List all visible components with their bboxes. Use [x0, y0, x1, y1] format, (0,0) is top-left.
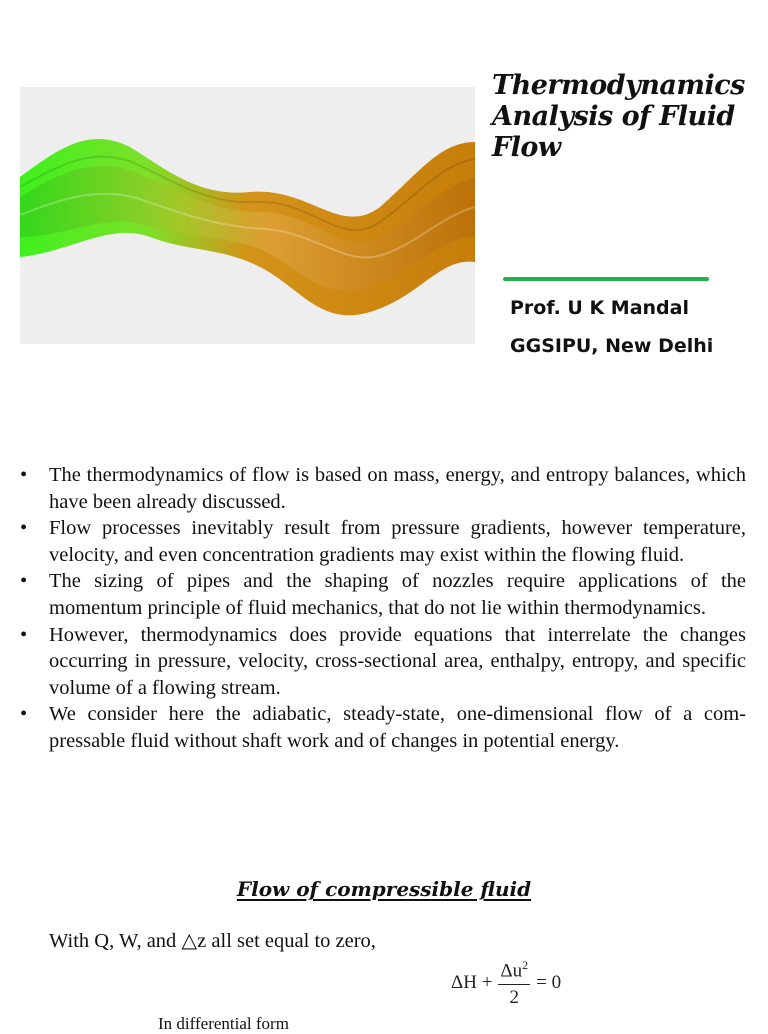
- bullet-item: [20, 568, 746, 621]
- energy-equation: [451, 958, 561, 1008]
- numerator-text: Δu: [500, 960, 523, 982]
- bullet-text: The sizing of pipes and the shaping of nozzles require applications of the momentum principle of fluid mechanics, that do not lie within thermodynamics.: [49, 570, 746, 619]
- fluid-flow-wave-image: [20, 87, 475, 344]
- bullet-text: We consider here the adiabatic, steady-state, one-dimensional flow of a compressable fluid without shaft work and of changes in potential energy.: [49, 703, 746, 752]
- intro-text: With Q, W, and △z all set equal to zero,: [49, 930, 376, 952]
- bullet-icon: •: [20, 570, 28, 593]
- bullet-text: The thermodynamics of flow is based on mass, energy, and entropy balances, which have been already discussed.: [49, 464, 746, 513]
- equation-rhs: = 0: [536, 972, 562, 993]
- equation-lhs: ΔH +: [451, 972, 493, 993]
- page-title: [492, 70, 760, 163]
- equation-fraction: [498, 959, 530, 1006]
- numerator-exponent: 2: [522, 958, 529, 973]
- bullet-text: However, thermodynamics does provide equations that interrelate the changes occurring in pressure, velocity, cross-sectional area, enthalpy, entropy, and specific volume of a flowing stream.: [49, 623, 746, 699]
- bullet-icon: •: [20, 703, 28, 726]
- section-heading: [0, 877, 768, 901]
- bullet-item: [20, 515, 746, 568]
- title-line-3: Flow: [492, 132, 561, 163]
- wave-graphic: [20, 87, 475, 344]
- bullet-icon: •: [20, 464, 28, 486]
- bullet-item: [20, 701, 746, 754]
- author-affiliation: GGSIPU, New Delhi: [510, 335, 714, 357]
- title-line-1: Thermodynamics: [492, 70, 745, 101]
- section-heading-text: Flow of compressible fluid: [236, 877, 532, 901]
- fraction-numerator: [498, 959, 530, 984]
- bullet-item: [20, 622, 746, 702]
- title-divider: [503, 277, 709, 281]
- bullet-list: [20, 462, 746, 755]
- bullet-item: [20, 462, 746, 515]
- title-line-2: Analysis of Fluid: [492, 101, 735, 132]
- bullet-icon: •: [20, 623, 28, 646]
- bullet-icon: •: [20, 517, 28, 540]
- fraction-denominator: 2: [509, 986, 520, 1008]
- bullet-text: Flow processes inevitably result from pressure gradients, however temperature, velocity, and even concentration gradients may exist within the flowing fluid.: [49, 517, 746, 566]
- differential-form-label: In differential form: [158, 1014, 289, 1033]
- author-name: Prof. U K Mandal: [510, 297, 689, 319]
